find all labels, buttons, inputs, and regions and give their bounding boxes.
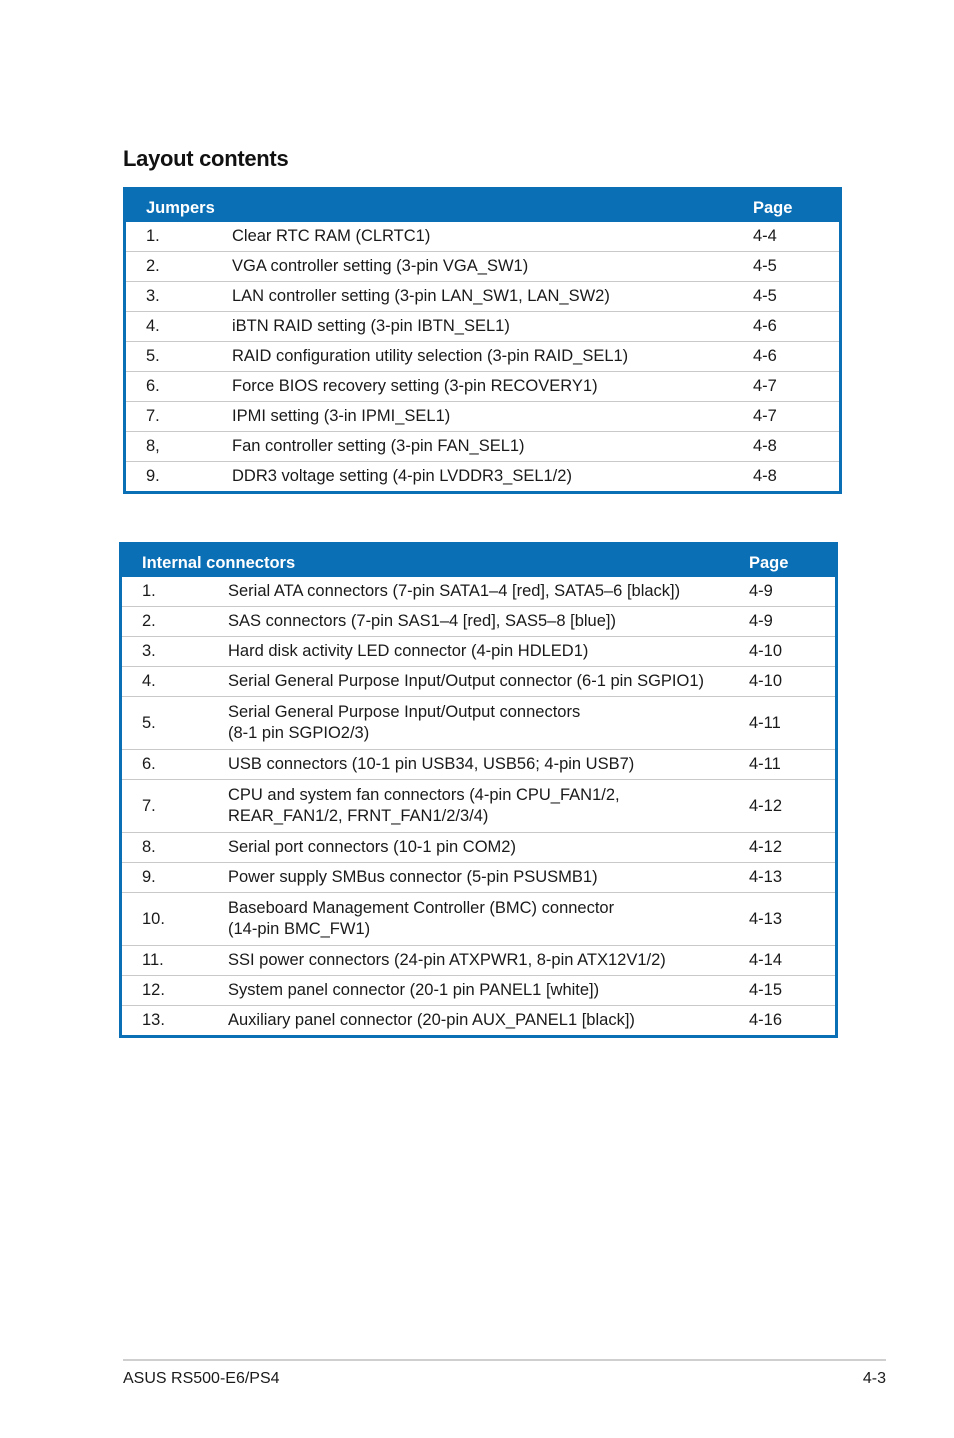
row-item-line1: CPU and system fan connectors (4-pin CPU_FAN1/2,	[228, 786, 620, 804]
table-row	[126, 342, 839, 372]
row-item	[228, 946, 749, 976]
row-page: 4-5	[753, 252, 839, 282]
row-number: 6.	[126, 372, 232, 402]
row-item	[228, 893, 749, 946]
header-title: Internal connectors	[122, 545, 749, 577]
row-page: 4-13	[749, 893, 835, 946]
footer-page-number: 4-3	[862, 1370, 886, 1387]
row-number: 3.	[126, 282, 232, 312]
connectors-rows	[122, 577, 835, 1035]
row-page: 4-10	[749, 667, 835, 697]
table-row	[122, 893, 835, 946]
row-page: 4-16	[749, 1006, 835, 1036]
row-item	[228, 607, 749, 637]
row-number: 8,	[126, 432, 232, 462]
row-number: 11.	[122, 946, 228, 976]
row-page: 4-15	[749, 976, 835, 1006]
row-item-line1: Hard disk activity LED connector (4-pin HDLED1)	[228, 642, 589, 660]
row-item-line1: SAS connectors (7-pin SAS1–4 [red], SAS5–8 [blue])	[228, 612, 616, 630]
row-item	[228, 976, 749, 1006]
row-number: 5.	[126, 342, 232, 372]
table-row	[122, 577, 835, 607]
table-row	[126, 282, 839, 312]
row-item	[228, 863, 749, 893]
row-item-line1: Power supply SMBus connector (5-pin PSUSMB1)	[228, 868, 598, 886]
row-item-line2: (8-1 pin SGPIO2/3)	[228, 724, 370, 742]
row-item: DDR3 voltage setting (4-pin LVDDR3_SEL1/2)	[232, 462, 753, 492]
row-item	[228, 667, 749, 697]
row-item-line1: Serial port connectors (10-1 pin COM2)	[228, 838, 516, 856]
internal-connectors-table	[119, 542, 838, 1038]
row-number: 12.	[122, 976, 228, 1006]
table-row	[122, 667, 835, 697]
row-item-line1: System panel connector (20-1 pin PANEL1 [white])	[228, 981, 600, 999]
table-row	[122, 976, 835, 1006]
row-number: 8.	[122, 833, 228, 863]
row-number: 7.	[126, 402, 232, 432]
row-number: 9.	[126, 462, 232, 492]
row-item-line1: Baseboard Management Controller (BMC) connector	[228, 899, 615, 917]
row-page: 4-4	[753, 227, 777, 245]
row-item-line1: SSI power connectors (24-pin ATXPWR1, 8-pin ATX12V1/2)	[228, 951, 666, 969]
row-item-line2: (14-pin BMC_FW1)	[228, 920, 371, 938]
row-page: 4-14	[749, 946, 835, 976]
table-row	[122, 946, 835, 976]
row-item-line2: REAR_FAN1/2, FRNT_FAN1/2/3/4)	[228, 807, 489, 825]
row-page: 4-9	[749, 582, 773, 600]
row-item	[228, 1006, 749, 1036]
row-item-line1: USB connectors (10-1 pin USB34, USB56; 4-pin USB7)	[228, 755, 635, 773]
row-item: LAN controller setting (3-pin LAN_SW1, LAN_SW2)	[232, 282, 753, 312]
page-title: Layout contents	[123, 146, 289, 171]
row-page: 4-12	[749, 780, 835, 833]
row-page: 4-12	[749, 833, 835, 863]
row-item: Force BIOS recovery setting (3-pin RECOVERY1)	[232, 372, 753, 402]
row-page: 4-8	[753, 432, 839, 462]
row-page: 4-7	[753, 402, 839, 432]
row-number: 6.	[122, 750, 228, 780]
table-row	[122, 607, 835, 637]
row-number: 2.	[122, 607, 228, 637]
row-page: 4-13	[749, 863, 835, 893]
row-item: iBTN RAID setting (3-pin IBTN_SEL1)	[232, 312, 753, 342]
row-item: Clear RTC RAM (CLRTC1)	[232, 227, 431, 245]
table-row	[122, 637, 835, 667]
row-item: Fan controller setting (3-pin FAN_SEL1)	[232, 432, 753, 462]
row-item-line1: Serial General Purpose Input/Output connectors	[228, 703, 581, 721]
header-page: Page	[753, 190, 839, 222]
footer-divider	[123, 1359, 886, 1361]
row-item	[228, 577, 749, 607]
jumpers-rows	[126, 222, 839, 491]
row-number: 7.	[122, 780, 228, 833]
table-row	[122, 697, 835, 750]
row-page: 4-6	[753, 312, 839, 342]
jumpers-table	[123, 187, 842, 494]
row-page: 4-11	[749, 697, 835, 750]
row-page: 4-7	[753, 372, 839, 402]
row-page: 4-9	[749, 607, 835, 637]
row-item: IPMI setting (3-in IPMI_SEL1)	[232, 402, 753, 432]
row-page: 4-8	[753, 462, 839, 492]
row-number: 2.	[126, 252, 232, 282]
row-number: 4.	[126, 312, 232, 342]
row-number: 3.	[122, 637, 228, 667]
row-number: 9.	[122, 863, 228, 893]
row-item: RAID configuration utility selection (3-pin RAID_SEL1)	[232, 342, 753, 372]
table-row	[126, 432, 839, 462]
row-number: 5.	[122, 697, 228, 750]
row-item-line1: Auxiliary panel connector (20-pin AUX_PANEL1 [black])	[228, 1011, 635, 1029]
footer-product-name: ASUS RS500-E6/PS4	[123, 1370, 280, 1387]
table-row	[122, 863, 835, 893]
row-item-line1: Serial ATA connectors (7-pin SATA1–4 [red], SATA5–6 [black])	[228, 582, 681, 600]
table-row	[126, 222, 839, 252]
table-row	[122, 833, 835, 863]
table-header	[122, 545, 835, 577]
table-row	[126, 372, 839, 402]
row-item	[228, 780, 749, 833]
row-page: 4-10	[749, 637, 835, 667]
row-page: 4-5	[753, 282, 839, 312]
row-number: 1.	[142, 582, 156, 600]
table-row	[122, 750, 835, 780]
table-row	[126, 462, 839, 492]
row-number: 1.	[146, 227, 160, 245]
row-number: 10.	[122, 893, 228, 946]
row-item	[228, 637, 749, 667]
row-item	[228, 833, 749, 863]
table-row	[126, 252, 839, 282]
row-item	[228, 697, 749, 750]
row-number: 4.	[122, 667, 228, 697]
table-row	[122, 780, 835, 833]
row-page: 4-6	[753, 342, 839, 372]
header-title: Jumpers	[126, 190, 753, 222]
row-item: VGA controller setting (3-pin VGA_SW1)	[232, 252, 753, 282]
table-row	[126, 402, 839, 432]
row-page: 4-11	[749, 750, 835, 780]
row-item-line1: Serial General Purpose Input/Output connector (6-1 pin SGPIO1)	[228, 672, 705, 690]
row-number: 13.	[122, 1006, 228, 1036]
row-item	[228, 750, 749, 780]
table-header	[126, 190, 839, 222]
table-row	[122, 1006, 835, 1036]
header-page: Page	[749, 545, 835, 577]
table-row	[126, 312, 839, 342]
